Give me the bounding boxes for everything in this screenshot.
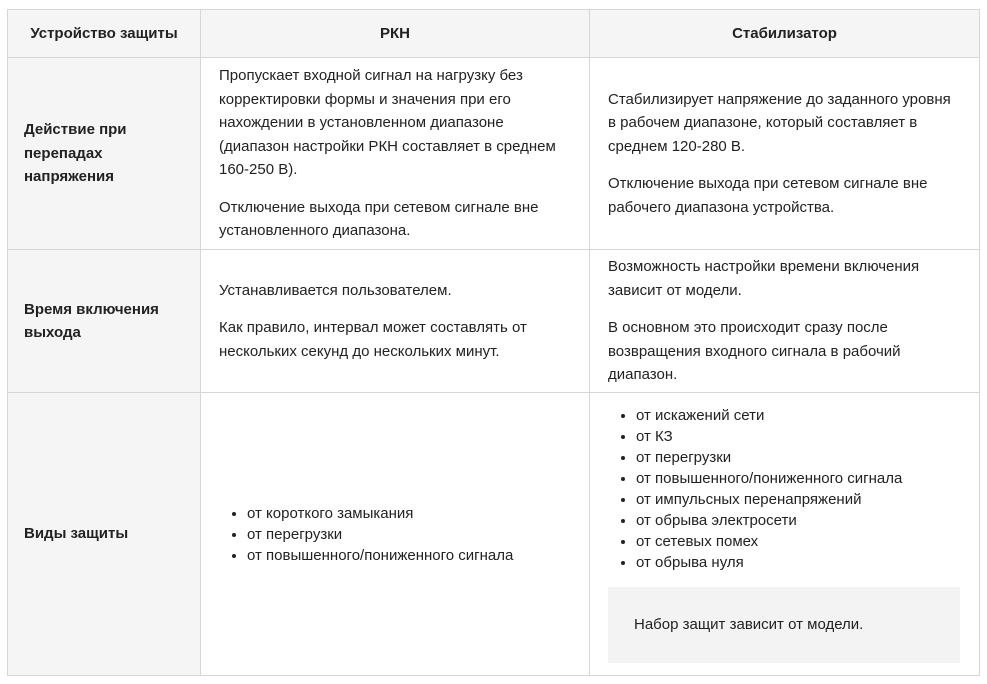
row-label-protection-types: Виды защиты: [8, 393, 201, 676]
stab-protection-types-cell: [590, 393, 980, 676]
list-item: • от повышенного/пониженного сигнала: [636, 468, 961, 489]
rkn-protection-types-cell: [201, 393, 590, 676]
cell-paragraph: Устанавливается пользователем.: [219, 281, 452, 299]
header-stabilizer: Стабилизатор: [590, 10, 980, 58]
table-row: [8, 250, 980, 393]
list-item: • от повышенного/пониженного сигнала: [247, 545, 571, 566]
cell-paragraph: Отключение выхода при сетевом сигнале вне рабочего диапазона устройства.: [608, 175, 928, 216]
cell-paragraph: Как правило, интервал может составлять от нескольких секунд до нескольких минут.: [219, 319, 527, 360]
stab-output-time-cell: [590, 250, 980, 393]
list-item: • от короткого замыкания: [247, 503, 571, 524]
list-item: • от обрыва электросети: [636, 510, 961, 531]
stab-protection-list: [608, 405, 961, 573]
list-item: • от перегрузки: [636, 447, 961, 468]
stab-note-text: Набор защит зависит от модели.: [634, 616, 864, 634]
list-item: • от обрыва нуля: [636, 552, 961, 573]
rkn-voltage-action-cell: [201, 58, 590, 250]
comparison-table: [7, 9, 980, 676]
cell-paragraph: Пропускает входной сигнал на нагрузку без корректировки формы и значения при его нахождении в установленном диапазоне (диапазон настройки РКН составляет в среднем 160-250 В).: [219, 67, 556, 179]
list-item: • от искажений сети: [636, 405, 961, 426]
rkn-output-time-cell: [201, 250, 590, 393]
cell-paragraph: Отключение выхода при сетевом сигнале вне установленного диапазона.: [219, 198, 539, 240]
rkn-protection-list: [219, 503, 571, 566]
cell-paragraph: В основном это происходит сразу после возвращения входного сигнала в рабочий диапазон.: [608, 319, 901, 384]
cell-paragraph: Возможность настройки времени включения зависит от модели.: [608, 258, 920, 299]
stab-note-box: [608, 587, 960, 663]
row-label-output-time: Время включения выхода: [8, 250, 201, 393]
table-row: [8, 58, 980, 250]
cell-paragraph: Стабилизирует напряжение до заданного уровня в рабочем диапазоне, который составляет в среднем 120-280 В.: [608, 90, 951, 155]
header-rkn: РКН: [201, 10, 590, 58]
row-label-voltage-action: Действие при перепадах напряжения: [8, 58, 201, 250]
table-row: [8, 393, 980, 676]
table-header-row: [8, 10, 980, 58]
stab-voltage-action-cell: [590, 58, 980, 250]
list-item: • от сетевых помех: [636, 531, 961, 552]
header-protection-device: Устройство защиты: [8, 10, 201, 58]
list-item: • от импульсных перенапряжений: [636, 489, 961, 510]
list-item: • от КЗ: [636, 426, 961, 447]
list-item: • от перегрузки: [247, 524, 571, 545]
